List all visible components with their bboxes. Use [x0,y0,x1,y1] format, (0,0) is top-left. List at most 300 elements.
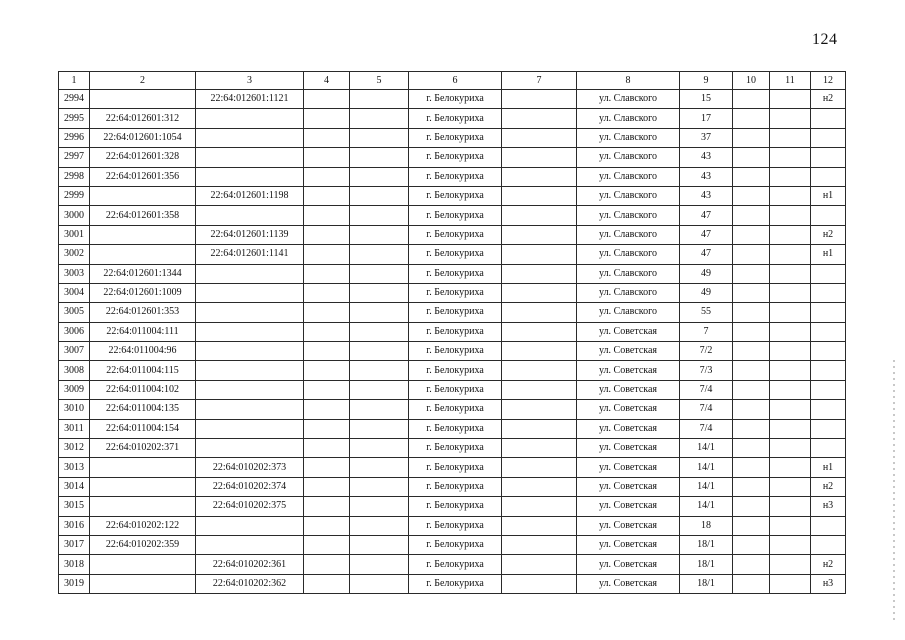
cadastral-number-cell: 22:64:011004:135 [90,400,196,419]
column-4-cell [304,206,350,225]
column-10-cell [733,497,770,516]
column-5-cell [350,264,409,283]
table-row [59,400,846,419]
cadastral-number-cell: 22:64:010202:371 [90,439,196,458]
column-10-cell [733,477,770,496]
table-row [59,90,846,109]
linked-cadastral-number-cell [196,400,304,419]
column-11-cell [770,477,811,496]
column-header: 3 [196,72,304,90]
column-7-cell [502,303,577,322]
linked-cadastral-number-cell: 22:64:012601:1198 [196,186,304,205]
column-7-cell [502,497,577,516]
column-5-cell [350,225,409,244]
row-number-cell: 3014 [59,477,90,496]
row-number-cell: 3003 [59,264,90,283]
column-5-cell [350,555,409,574]
column-10-cell [733,128,770,147]
column-11-cell [770,264,811,283]
column-10-cell [733,555,770,574]
cadastral-number-cell: 22:64:012601:328 [90,148,196,167]
column-7-cell [502,477,577,496]
column-7-cell [502,225,577,244]
house-number-cell: 7 [680,322,733,341]
column-10-cell [733,439,770,458]
cadastral-number-cell [90,497,196,516]
column-4-cell [304,283,350,302]
table-row [59,535,846,554]
table-row [59,516,846,535]
column-11-cell [770,400,811,419]
linked-cadastral-number-cell [196,380,304,399]
house-number-cell: 7/2 [680,342,733,361]
column-4-cell [304,225,350,244]
column-11-cell [770,458,811,477]
house-number-cell: 15 [680,90,733,109]
column-10-cell [733,206,770,225]
house-number-cell: 49 [680,264,733,283]
column-5-cell [350,283,409,302]
apartment-cell [811,128,846,147]
column-7-cell [502,380,577,399]
column-10-cell [733,148,770,167]
column-10-cell [733,303,770,322]
settlement-cell: г. Белокуриха [409,303,502,322]
scan-edge-artifact [893,360,895,620]
settlement-cell: г. Белокуриха [409,322,502,341]
linked-cadastral-number-cell [196,342,304,361]
table-row [59,419,846,438]
header-row [59,72,846,90]
column-10-cell [733,109,770,128]
street-cell: ул. Советская [577,380,680,399]
street-cell: ул. Славского [577,206,680,225]
column-10-cell [733,167,770,186]
linked-cadastral-number-cell [196,283,304,302]
table-row [59,439,846,458]
linked-cadastral-number-cell: 22:64:010202:375 [196,497,304,516]
column-4-cell [304,361,350,380]
column-header: 9 [680,72,733,90]
column-5-cell [350,535,409,554]
column-4-cell [304,342,350,361]
column-11-cell [770,555,811,574]
column-11-cell [770,380,811,399]
linked-cadastral-number-cell [196,439,304,458]
column-4-cell [304,477,350,496]
street-cell: ул. Славского [577,90,680,109]
house-number-cell: 55 [680,303,733,322]
column-5-cell [350,342,409,361]
table-body [59,90,846,594]
row-number-cell: 3006 [59,322,90,341]
column-5-cell [350,419,409,438]
column-7-cell [502,555,577,574]
column-11-cell [770,516,811,535]
house-number-cell: 43 [680,167,733,186]
column-4-cell [304,458,350,477]
row-number-cell: 2994 [59,90,90,109]
column-7-cell [502,361,577,380]
column-5-cell [350,167,409,186]
row-number-cell: 3016 [59,516,90,535]
column-11-cell [770,128,811,147]
column-7-cell [502,419,577,438]
apartment-cell [811,419,846,438]
column-7-cell [502,186,577,205]
linked-cadastral-number-cell [196,167,304,186]
settlement-cell: г. Белокуриха [409,419,502,438]
house-number-cell: 18/1 [680,535,733,554]
apartment-cell: н3 [811,574,846,593]
column-10-cell [733,458,770,477]
settlement-cell: г. Белокуриха [409,264,502,283]
table-row [59,264,846,283]
house-number-cell: 18 [680,516,733,535]
column-10-cell [733,535,770,554]
column-11-cell [770,342,811,361]
column-10-cell [733,283,770,302]
apartment-cell [811,109,846,128]
street-cell: ул. Советская [577,477,680,496]
settlement-cell: г. Белокуриха [409,497,502,516]
column-11-cell [770,361,811,380]
column-header: 8 [577,72,680,90]
street-cell: ул. Славского [577,245,680,264]
street-cell: ул. Советская [577,400,680,419]
linked-cadastral-number-cell [196,361,304,380]
street-cell: ул. Славского [577,264,680,283]
column-7-cell [502,148,577,167]
row-number-cell: 2997 [59,148,90,167]
table-row [59,380,846,399]
cadastral-number-cell: 22:64:012601:1054 [90,128,196,147]
linked-cadastral-number-cell [196,109,304,128]
settlement-cell: г. Белокуриха [409,574,502,593]
column-10-cell [733,225,770,244]
table-row [59,477,846,496]
street-cell: ул. Советская [577,535,680,554]
column-4-cell [304,322,350,341]
table-row [59,458,846,477]
cadastral-number-cell: 22:64:011004:115 [90,361,196,380]
column-5-cell [350,400,409,419]
column-header: 11 [770,72,811,90]
column-7-cell [502,535,577,554]
street-cell: ул. Славского [577,303,680,322]
table-row [59,361,846,380]
column-11-cell [770,245,811,264]
column-7-cell [502,245,577,264]
column-10-cell [733,574,770,593]
column-11-cell [770,109,811,128]
column-10-cell [733,516,770,535]
column-7-cell [502,322,577,341]
table-row [59,322,846,341]
table-row [59,245,846,264]
column-4-cell [304,186,350,205]
table-row [59,303,846,322]
row-number-cell: 3002 [59,245,90,264]
row-number-cell: 3018 [59,555,90,574]
street-cell: ул. Советская [577,439,680,458]
table-row [59,109,846,128]
column-header: 12 [811,72,846,90]
column-11-cell [770,574,811,593]
settlement-cell: г. Белокуриха [409,400,502,419]
linked-cadastral-number-cell: 22:64:012601:1141 [196,245,304,264]
column-11-cell [770,167,811,186]
settlement-cell: г. Белокуриха [409,128,502,147]
column-10-cell [733,419,770,438]
column-4-cell [304,535,350,554]
column-5-cell [350,477,409,496]
apartment-cell [811,380,846,399]
column-7-cell [502,109,577,128]
linked-cadastral-number-cell: 22:64:010202:374 [196,477,304,496]
cadastral-number-cell [90,477,196,496]
apartment-cell [811,535,846,554]
column-4-cell [304,419,350,438]
apartment-cell: н1 [811,186,846,205]
column-7-cell [502,283,577,302]
apartment-cell: н2 [811,477,846,496]
row-number-cell: 3007 [59,342,90,361]
cadastral-number-cell [90,574,196,593]
column-5-cell [350,90,409,109]
house-number-cell: 7/3 [680,361,733,380]
cadastral-number-cell [90,555,196,574]
linked-cadastral-number-cell [196,535,304,554]
column-header: 6 [409,72,502,90]
settlement-cell: г. Белокуриха [409,535,502,554]
column-5-cell [350,128,409,147]
table-row [59,128,846,147]
table-row [59,574,846,593]
settlement-cell: г. Белокуриха [409,283,502,302]
column-11-cell [770,90,811,109]
column-5-cell [350,516,409,535]
house-number-cell: 47 [680,206,733,225]
column-4-cell [304,516,350,535]
settlement-cell: г. Белокуриха [409,361,502,380]
column-11-cell [770,303,811,322]
house-number-cell: 14/1 [680,497,733,516]
column-10-cell [733,400,770,419]
column-7-cell [502,90,577,109]
column-10-cell [733,322,770,341]
house-number-cell: 14/1 [680,477,733,496]
row-number-cell: 3017 [59,535,90,554]
column-10-cell [733,264,770,283]
column-11-cell [770,186,811,205]
street-cell: ул. Советская [577,516,680,535]
column-7-cell [502,206,577,225]
row-number-cell: 2999 [59,186,90,205]
house-number-cell: 18/1 [680,555,733,574]
table-row [59,167,846,186]
apartment-cell [811,283,846,302]
table-row [59,555,846,574]
column-5-cell [350,322,409,341]
settlement-cell: г. Белокуриха [409,342,502,361]
cadastral-number-cell: 22:64:012601:358 [90,206,196,225]
column-10-cell [733,361,770,380]
column-4-cell [304,148,350,167]
street-cell: ул. Советская [577,497,680,516]
apartment-cell: н2 [811,555,846,574]
column-5-cell [350,148,409,167]
column-11-cell [770,419,811,438]
apartment-cell: н2 [811,225,846,244]
column-5-cell [350,245,409,264]
column-7-cell [502,458,577,477]
settlement-cell: г. Белокуриха [409,90,502,109]
settlement-cell: г. Белокуриха [409,109,502,128]
linked-cadastral-number-cell: 22:64:010202:373 [196,458,304,477]
table-row [59,186,846,205]
linked-cadastral-number-cell: 22:64:012601:1139 [196,225,304,244]
apartment-cell [811,303,846,322]
apartment-cell [811,322,846,341]
column-header: 4 [304,72,350,90]
apartment-cell [811,342,846,361]
cadastral-number-cell: 22:64:011004:102 [90,380,196,399]
table-row [59,497,846,516]
column-7-cell [502,167,577,186]
cadastral-number-cell: 22:64:012601:312 [90,109,196,128]
column-4-cell [304,128,350,147]
row-number-cell: 3015 [59,497,90,516]
column-4-cell [304,245,350,264]
apartment-cell [811,167,846,186]
cadastral-number-cell [90,458,196,477]
settlement-cell: г. Белокуриха [409,206,502,225]
linked-cadastral-number-cell [196,148,304,167]
house-number-cell: 18/1 [680,574,733,593]
apartment-cell: н2 [811,90,846,109]
cadastral-number-cell: 22:64:011004:111 [90,322,196,341]
column-4-cell [304,497,350,516]
linked-cadastral-number-cell [196,303,304,322]
table-row [59,206,846,225]
row-number-cell: 2995 [59,109,90,128]
column-header: 10 [733,72,770,90]
settlement-cell: г. Белокуриха [409,516,502,535]
street-cell: ул. Советская [577,322,680,341]
row-number-cell: 3005 [59,303,90,322]
column-5-cell [350,439,409,458]
street-cell: ул. Славского [577,167,680,186]
column-5-cell [350,574,409,593]
apartment-cell [811,148,846,167]
column-11-cell [770,439,811,458]
cadastral-number-cell: 22:64:012601:356 [90,167,196,186]
column-10-cell [733,245,770,264]
row-number-cell: 3000 [59,206,90,225]
column-5-cell [350,303,409,322]
table-row [59,283,846,302]
row-number-cell: 3010 [59,400,90,419]
row-number-cell: 2998 [59,167,90,186]
table-row [59,225,846,244]
cadastral-number-cell [90,90,196,109]
column-4-cell [304,574,350,593]
apartment-cell: н1 [811,245,846,264]
table-row [59,148,846,167]
column-5-cell [350,186,409,205]
column-7-cell [502,128,577,147]
column-5-cell [350,206,409,225]
street-cell: ул. Славского [577,283,680,302]
linked-cadastral-number-cell: 22:64:010202:361 [196,555,304,574]
column-header: 5 [350,72,409,90]
column-11-cell [770,148,811,167]
apartment-cell [811,206,846,225]
linked-cadastral-number-cell: 22:64:010202:362 [196,574,304,593]
house-number-cell: 47 [680,225,733,244]
page-number: 124 [812,31,838,48]
row-number-cell: 3004 [59,283,90,302]
settlement-cell: г. Белокуриха [409,167,502,186]
street-cell: ул. Советская [577,361,680,380]
street-cell: ул. Советская [577,574,680,593]
column-7-cell [502,342,577,361]
column-5-cell [350,380,409,399]
settlement-cell: г. Белокуриха [409,439,502,458]
column-5-cell [350,361,409,380]
row-number-cell: 3019 [59,574,90,593]
cadastral-number-cell [90,245,196,264]
column-4-cell [304,109,350,128]
column-header: 2 [90,72,196,90]
cadastral-number-cell: 22:64:011004:96 [90,342,196,361]
apartment-cell [811,439,846,458]
column-7-cell [502,264,577,283]
column-10-cell [733,90,770,109]
linked-cadastral-number-cell [196,128,304,147]
house-number-cell: 7/4 [680,400,733,419]
column-11-cell [770,322,811,341]
column-5-cell [350,497,409,516]
row-number-cell: 3009 [59,380,90,399]
column-11-cell [770,535,811,554]
column-11-cell [770,283,811,302]
apartment-cell [811,516,846,535]
street-cell: ул. Славского [577,109,680,128]
settlement-cell: г. Белокуриха [409,458,502,477]
house-number-cell: 49 [680,283,733,302]
row-number-cell: 3008 [59,361,90,380]
cadastral-number-cell: 22:64:010202:359 [90,535,196,554]
row-number-cell: 3013 [59,458,90,477]
column-4-cell [304,167,350,186]
house-number-cell: 43 [680,148,733,167]
row-number-cell: 2996 [59,128,90,147]
column-7-cell [502,400,577,419]
cadastral-number-cell [90,186,196,205]
column-11-cell [770,225,811,244]
street-cell: ул. Славского [577,148,680,167]
linked-cadastral-number-cell [196,264,304,283]
street-cell: ул. Советская [577,342,680,361]
column-7-cell [502,574,577,593]
column-4-cell [304,264,350,283]
column-7-cell [502,439,577,458]
column-4-cell [304,400,350,419]
settlement-cell: г. Белокуриха [409,148,502,167]
column-4-cell [304,555,350,574]
